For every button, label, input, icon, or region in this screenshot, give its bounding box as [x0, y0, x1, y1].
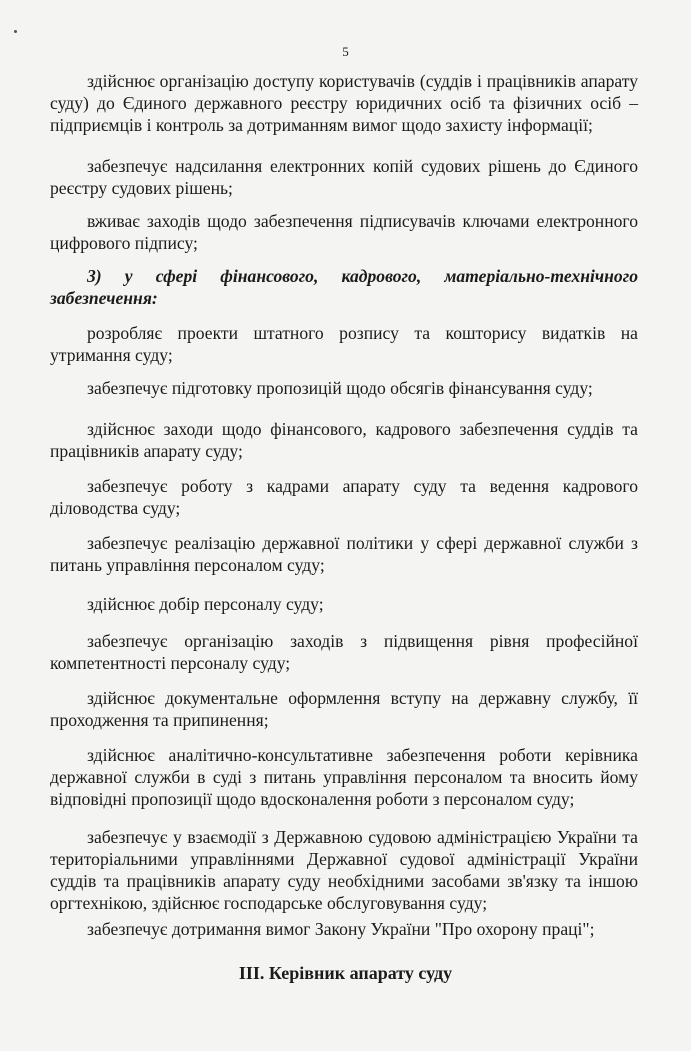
paragraph-registry-access: здійснює організацію доступу користувачів (суддів і працівників апарату суду) до Єдиного державного реєстру юридичних осіб та фізичних осіб – підприємців і контроль за дотриманням вимог щодо захисту інформації; [50, 71, 638, 135]
subsection-heading-financial: 3) у сфері фінансового, кадрового, матеріально-технічного забезпечення: [50, 266, 638, 308]
paragraph-labor-safety: забезпечує дотримання вимог Закону України "Про охорону праці"; [87, 919, 595, 939]
paragraph-financial-personnel: здійснює заходи щодо фінансового, кадрового забезпечення суддів та працівників апарату суду; [50, 419, 638, 461]
paragraph-court-decisions: забезпечує надсилання електронних копій судових рішень до Єдиного реєстру судових рішень; [50, 156, 638, 198]
paragraph-equipment-supply: забезпечує у взаємодії з Державною судовою адміністрацією України та територіальними управліннями Державної судової адміністрації України суддів та працівників апарату суду необхідними засобами зв'язку та іншою оргтехнікою, здійснює господарське обслуговування суду; [50, 827, 638, 913]
paragraph-analytical-support: здійснює аналітично-консультативне забезпечення роботи керівника державної служби в суді з питань управління персоналом та вносить йому відповідні пропозиції щодо вдосконалення роботи з персоналом суду; [50, 745, 638, 809]
page-number: 5 [342, 44, 349, 59]
paragraph-staffing-budget: розробляє проекти штатного розпису та кошторису видатків на утримання суду; [50, 323, 638, 365]
paragraph-service-documentation: здійснює документальне оформлення вступу на державну службу, її проходження та припинення; [50, 688, 638, 730]
scan-speck [14, 30, 17, 33]
section-heading: ІІІ. Керівник апарату суду [238, 963, 453, 983]
paragraph-professional-development: забезпечує організацію заходів з підвищення рівня професійної компетентності персоналу суду; [50, 631, 638, 673]
paragraph-hr-records: забезпечує роботу з кадрами апарату суду та ведення кадрового діловодства суду; [50, 476, 638, 518]
paragraph-civil-service-policy: забезпечує реалізацію державної політики у сфері державної служби з питань управління персоналом суду; [50, 533, 638, 575]
paragraph-funding-proposals: забезпечує підготовку пропозицій щодо обсягів фінансування суду; [87, 378, 593, 398]
paragraph-recruitment: здійснює добір персоналу суду; [87, 594, 324, 614]
paragraph-digital-signature: вживає заходів щодо забезпечення підписувачів ключами електронного цифрового підпису; [50, 211, 638, 253]
